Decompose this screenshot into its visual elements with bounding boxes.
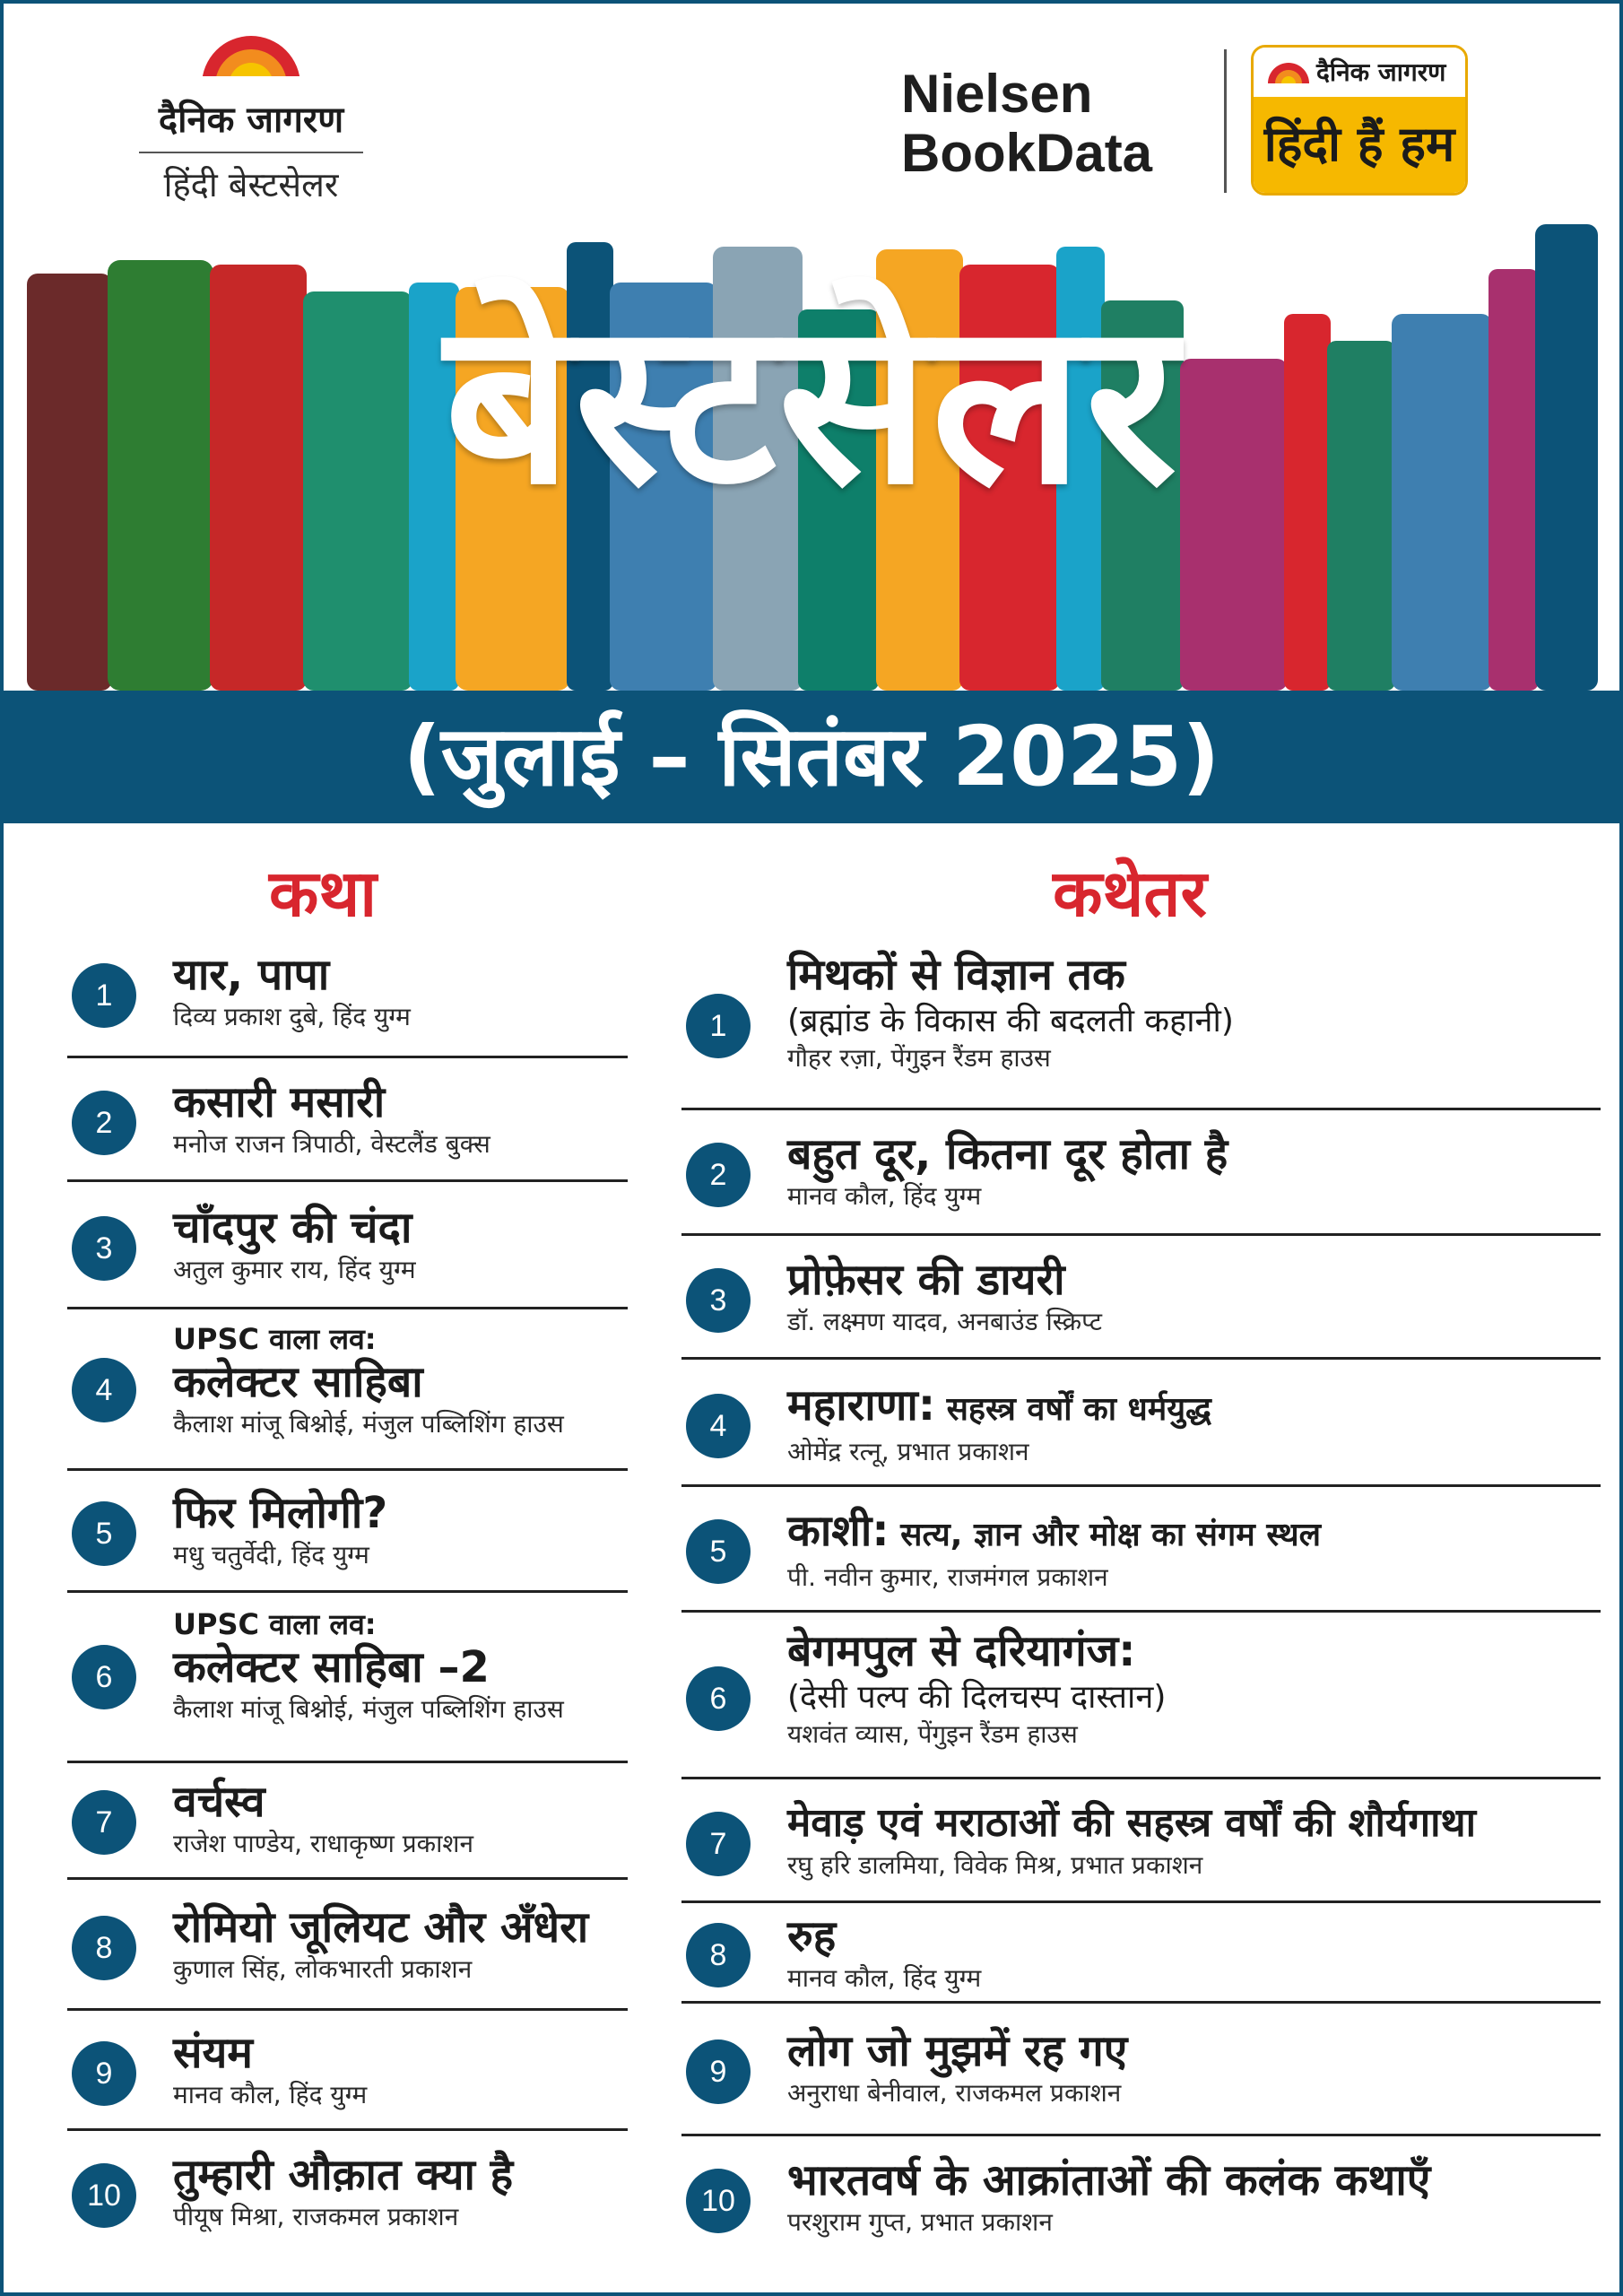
book-author: कैलाश मांजू बिश्नोई, मंजुल पब्लिशिंग हाउस: [173, 1409, 564, 1439]
list-item: [67, 2011, 628, 2131]
header: [0, 0, 1623, 224]
dainik-jagran-logo: [135, 27, 368, 215]
rank-badge: 7: [72, 1790, 136, 1855]
sun-logo-icon: [197, 27, 305, 90]
nonfiction-list: [681, 933, 1601, 2262]
book-prefix: UPSC वाला लव:: [173, 1607, 377, 1641]
book-author: अतुल कुमार राय, हिंद युग्म: [173, 1255, 416, 1284]
book-title-main: महाराणा:: [787, 1380, 936, 1431]
hhh-top-text: दैनिक जागरण: [1316, 57, 1446, 87]
list-item: [67, 1309, 628, 1471]
book-author: मनोज राजन त्रिपाठी, वेस्टलैंड बुक्स: [173, 1129, 490, 1159]
rank-badge: 4: [72, 1358, 136, 1422]
sun-small-icon: [1266, 58, 1311, 85]
rank-badge: 6: [686, 1666, 751, 1731]
rank-badge: 6: [72, 1645, 136, 1709]
rank-badge: 8: [686, 1923, 751, 1987]
book-subtitle: (ब्रह्मांड के विकास की बदलती कहानी): [787, 1003, 1234, 1039]
book-title: वर्चस्व: [173, 1777, 265, 1827]
book-author: राजेश पाण्डेय, राधाकृष्ण प्रकाशन: [173, 1829, 474, 1858]
period-band: (जुलाई – सितंबर 2025): [0, 691, 1623, 823]
book-title: [787, 1379, 1601, 1436]
book-title-main: काशी:: [787, 1506, 890, 1556]
book-title: संयम: [173, 2028, 253, 2078]
list-item: [681, 1360, 1601, 1487]
rank-badge: 4: [686, 1394, 751, 1458]
list-item: [67, 1763, 628, 1880]
book-title: कसारी मसारी: [173, 1077, 386, 1127]
list-item: [681, 1903, 1601, 2004]
hhh-bottom-text: हिंदी हैं हम: [1254, 97, 1465, 196]
book-title: रुह: [787, 1911, 837, 1961]
rank-badge: 7: [686, 1812, 751, 1876]
logo-separator: [1224, 49, 1227, 193]
nielsen-line2: BookData: [901, 123, 1153, 183]
nielsen-bookdata-logo: [901, 65, 1152, 183]
rank-badge: 9: [72, 2041, 136, 2106]
book-author: गौहर रज़ा, पेंगुइन रैंडम हाउस: [787, 1043, 1051, 1073]
book-author: मानव कौल, हिंद युग्म: [173, 2080, 368, 2109]
fiction-heading: कथा: [269, 856, 377, 931]
book-title-rest: सहस्त्र वर्षों का धर्मयुद्ध: [935, 1391, 1211, 1428]
bestseller-title: बेस्टसेलर: [444, 273, 1179, 534]
list-item: [67, 1182, 628, 1309]
book-title: प्रोफ़ेसर की डायरी: [787, 1255, 1065, 1305]
list-item: [681, 1236, 1601, 1360]
book-subtitle: (देसी पल्प की दिलचस्प दास्तान): [787, 1679, 1167, 1716]
list-item: [681, 1487, 1601, 1613]
rank-badge: 10: [686, 2169, 751, 2233]
book-title: बेगमपुल से दरियागंज:: [787, 1626, 1136, 1676]
book-title: भारतवर्ष के आक्रांताओं की कलंक कथाएँ: [787, 2155, 1431, 2205]
book-author: ओमेंद्र रत्नू, प्रभात प्रकाशन: [787, 1437, 1029, 1466]
book-author: यशवंत व्यास, पेंगुइन रैंडम हाउस: [787, 1719, 1078, 1749]
list-item: [67, 933, 628, 1058]
list-item: [67, 1058, 628, 1182]
book-title: [787, 1505, 1601, 1561]
divider: [139, 152, 363, 153]
nielsen-line1: Nielsen: [901, 64, 1093, 124]
list-item: [681, 933, 1601, 1110]
book-author: पी. नवीन कुमार, राजमंगल प्रकाशन: [787, 1562, 1108, 1592]
list-item: [67, 2131, 628, 2266]
list-item: [681, 2004, 1601, 2136]
book-title: यार, पापा: [173, 950, 330, 1000]
rank-badge: 3: [72, 1216, 136, 1281]
book-title-rest: सत्य, ज्ञान और मोक्ष का संगम स्थल: [889, 1517, 1322, 1553]
book-author: डॉ. लक्ष्मण यादव, अनबाउंड स्क्रिप्ट: [787, 1307, 1103, 1336]
book-author: कैलाश मांजू बिश्नोई, मंजुल पब्लिशिंग हाउस: [173, 1694, 564, 1724]
list-item: [681, 1613, 1601, 1779]
rank-badge: 10: [72, 2163, 136, 2228]
book-author: दिव्य प्रकाश दुबे, हिंद युग्म: [173, 1002, 411, 1031]
book-title: कलेक्टर साहिबा: [173, 1357, 423, 1407]
fiction-list: [67, 933, 628, 2266]
rank-badge: 2: [72, 1091, 136, 1155]
book-author: रघु हरि डालमिया, विवेक मिश्र, प्रभात प्रकाशन: [787, 1850, 1203, 1880]
list-item: [67, 1593, 628, 1763]
book-title: मिथकों से विज्ञान तक: [787, 950, 1125, 1000]
book-author: कुणाल सिंह, लोकभारती प्रकाशन: [173, 1954, 473, 1984]
rank-badge: 1: [72, 963, 136, 1028]
book-prefix: UPSC वाला लव:: [173, 1322, 377, 1356]
book-title: चाँदपुर की चंदा: [173, 1203, 412, 1253]
rank-badge: 5: [686, 1519, 751, 1584]
nonfiction-heading: कथेतर: [1053, 856, 1207, 931]
book-author: अनुराधा बेनीवाल, राजकमल प्रकाशन: [787, 2078, 1122, 2108]
list-item: [67, 1471, 628, 1593]
rank-badge: 3: [686, 1268, 751, 1333]
book-author: मानव कौल, हिंद युग्म: [787, 1181, 982, 1211]
book-title: मेवाड़ एवं मराठाओं की सहस्त्र वर्षों की शौर्यगाथा: [787, 1800, 1477, 1846]
book-author: पीयूष मिश्रा, राजकमल प्रकाशन: [173, 2202, 459, 2231]
book-title: लोग जो मुझमें रह गए: [787, 2026, 1128, 2076]
rank-badge: 9: [686, 2039, 751, 2104]
book-title: फिर मिलोगी?: [173, 1488, 388, 1538]
rank-badge: 5: [72, 1501, 136, 1566]
list-item: [681, 1779, 1601, 1903]
dj-subtitle: हिंदी बेस्टसेलर: [163, 165, 339, 204]
book-author: परशुराम गुप्त, प्रभात प्रकाशन: [787, 2207, 1053, 2237]
dj-name: दैनिक जागरण: [158, 100, 344, 141]
book-title: तुम्हारी औक़ात क्या है: [173, 2150, 514, 2200]
rank-badge: 2: [686, 1143, 751, 1207]
book-title: कलेक्टर साहिबा –2: [173, 1642, 490, 1692]
list-item: [681, 2136, 1601, 2262]
rank-badge: 1: [686, 994, 751, 1058]
book-title: रोमियो जूलियट और अँधेरा: [173, 1902, 589, 1952]
book-title: बहुत दूर, कितना दूर होता है: [787, 1129, 1228, 1179]
rank-badge: 8: [72, 1916, 136, 1980]
list-item: [67, 1880, 628, 2011]
book-author: मानव कौल, हिंद युग्म: [787, 1963, 982, 1993]
list-item: [681, 1110, 1601, 1236]
hindi-hain-hum-logo: [1251, 45, 1468, 196]
book-author: मधु चतुर्वेदी, हिंद युग्म: [173, 1540, 369, 1570]
